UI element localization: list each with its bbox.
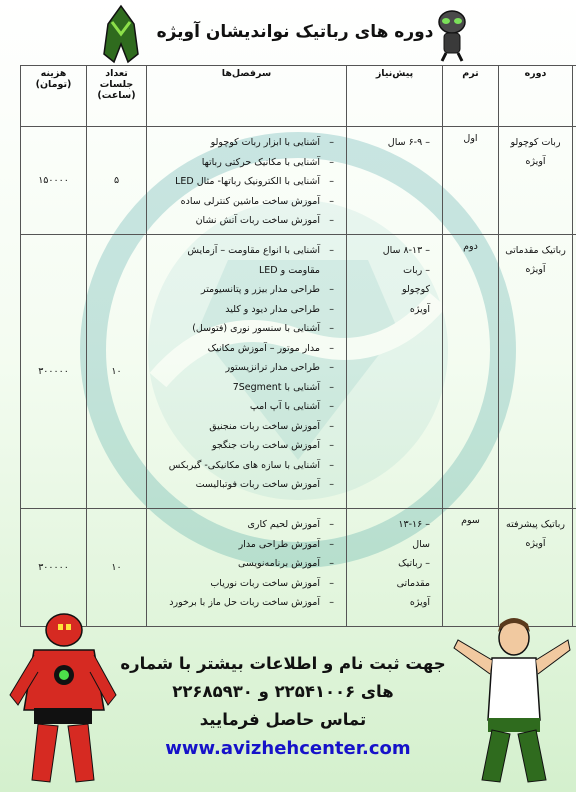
topic-item: – آشنایی با انواع مقاومت – آزمایش مقاومت و LED	[155, 241, 332, 280]
row-extra-cell	[573, 235, 576, 509]
red-hero-character-icon	[4, 600, 122, 788]
page-title: دوره های رباتیک نواندیشان آویژه	[156, 22, 434, 42]
contact-line-3: تماس حاصل فرمایید	[199, 710, 367, 729]
prereq-item: – ربات	[403, 264, 430, 276]
topic-item: – آموزش طراحی مدار	[155, 535, 332, 555]
topic-item: – آشنایی با آپ امپ	[155, 397, 332, 417]
prereq-item: آویژه	[409, 303, 430, 315]
cost-value: ۳۰۰۰۰۰	[21, 509, 87, 627]
topic-item: – آموزش ساخت ربات فوتبالیست	[155, 475, 332, 495]
prereq-item: – ۱۳-۱۶	[398, 519, 430, 530]
prereq-item: – ۸-۱۳ سال	[382, 245, 430, 256]
topic-item: – آشنایی با سازه های مکانیکی- گیربکس	[155, 456, 332, 476]
contact-line-1: جهت ثبت نام و اطلاعات بیشتر با شماره	[120, 654, 446, 673]
topic-item: – آموزش ساخت ربات جنگجو	[155, 436, 332, 456]
topic-item: – آموزش ساخت ماشین کنترلی ساده	[155, 192, 332, 212]
contact-phones: های ۲۲۵۴۱۰۰۶ و ۲۲۶۸۵۹۳۰	[172, 682, 394, 701]
table-row	[21, 127, 576, 235]
prereq-cell	[347, 127, 443, 235]
topic-item: – طراحی مدار دیود و کلید	[155, 300, 332, 320]
header-extra	[573, 66, 576, 127]
website-link[interactable]: www.avizhehcenter.com	[165, 738, 411, 759]
course-name: رباتیک مقدماتی آویژه	[499, 235, 573, 509]
prereq-item: آویژه	[409, 597, 430, 608]
boy-hero-character-icon	[452, 610, 572, 786]
cost-value: ۳۰۰۰۰۰	[21, 235, 87, 509]
topics-cell	[147, 509, 347, 627]
prereq-cell	[347, 509, 443, 627]
topic-item: – آشنایی با 7Segment	[155, 378, 332, 398]
courses-table	[20, 65, 576, 627]
header-topics: سرفصل‌ها	[147, 66, 347, 127]
topics-cell	[147, 127, 347, 235]
term-value: سوم	[443, 509, 499, 627]
sessions-value: ۱۰	[87, 235, 147, 509]
alien-character-left-icon	[100, 4, 142, 64]
cost-value: ۱۵۰۰۰۰	[21, 127, 87, 235]
header-course: دوره	[499, 66, 573, 127]
prereq-item: کوچولو	[401, 284, 430, 295]
contact-info	[118, 650, 448, 734]
header-sessions: تعداد جلسات (ساعت)	[87, 66, 147, 127]
topic-item: – آشنایی با سنسور نوری (فتوسل)	[155, 319, 332, 339]
table-header-row	[21, 66, 576, 127]
table-row	[21, 235, 576, 509]
topic-item: – آموزش ساخت ربات حل ماز با برخورد	[155, 593, 332, 613]
course-name: رباتیک پیشرفته آویژه	[499, 509, 573, 627]
topic-item: – آشنایی با الکترونیک رباتها- مثال LED	[155, 172, 332, 192]
topic-item: – آموزش ساخت ربات آتش نشان	[155, 211, 332, 231]
topic-item: – آموزش ساخت ربات منجنیق	[155, 417, 332, 437]
prereq-item: – رباتیک	[398, 558, 430, 569]
topic-item: – مدار موتور – آموزش مکانیک	[155, 339, 332, 359]
topic-item: – آموزش ساخت ربات نوریاب	[155, 574, 332, 594]
topic-item: – طراحی مدار ترانزیستور	[155, 358, 332, 378]
course-name: ربات کوچولو آویژه	[499, 127, 573, 235]
alien-character-right-icon	[432, 6, 472, 62]
topics-cell	[147, 235, 347, 509]
prereq-item: مقدماتی	[396, 577, 430, 589]
sessions-value: ۱۰	[87, 509, 147, 627]
prereq-item: – ۶-۹ سال	[387, 137, 430, 148]
row-extra-cell	[573, 127, 576, 235]
topic-item: – آشنایی با ابزار ربات کوچولو	[155, 133, 332, 153]
topic-item: – آموزش لحیم کاری	[155, 515, 332, 535]
topic-item: – آشنایی با مکانیک حرکتی رباتها	[155, 153, 332, 173]
topic-item: – طراحی مدار بیزر و پتانسیومتر	[155, 280, 332, 300]
prereq-cell	[347, 235, 443, 509]
row-extra-cell	[573, 509, 576, 627]
header-cost: هزینه (تومان)	[21, 66, 87, 127]
topic-item: – آموزش برنامه‌نویسی	[155, 554, 332, 574]
header-term: ترم	[443, 66, 499, 127]
header-prereq: پیش‌نیاز	[347, 66, 443, 127]
prereq-item: سال	[412, 538, 430, 550]
sessions-value: ۵	[87, 127, 147, 235]
term-value: اول	[443, 127, 499, 235]
term-value: دوم	[443, 235, 499, 509]
